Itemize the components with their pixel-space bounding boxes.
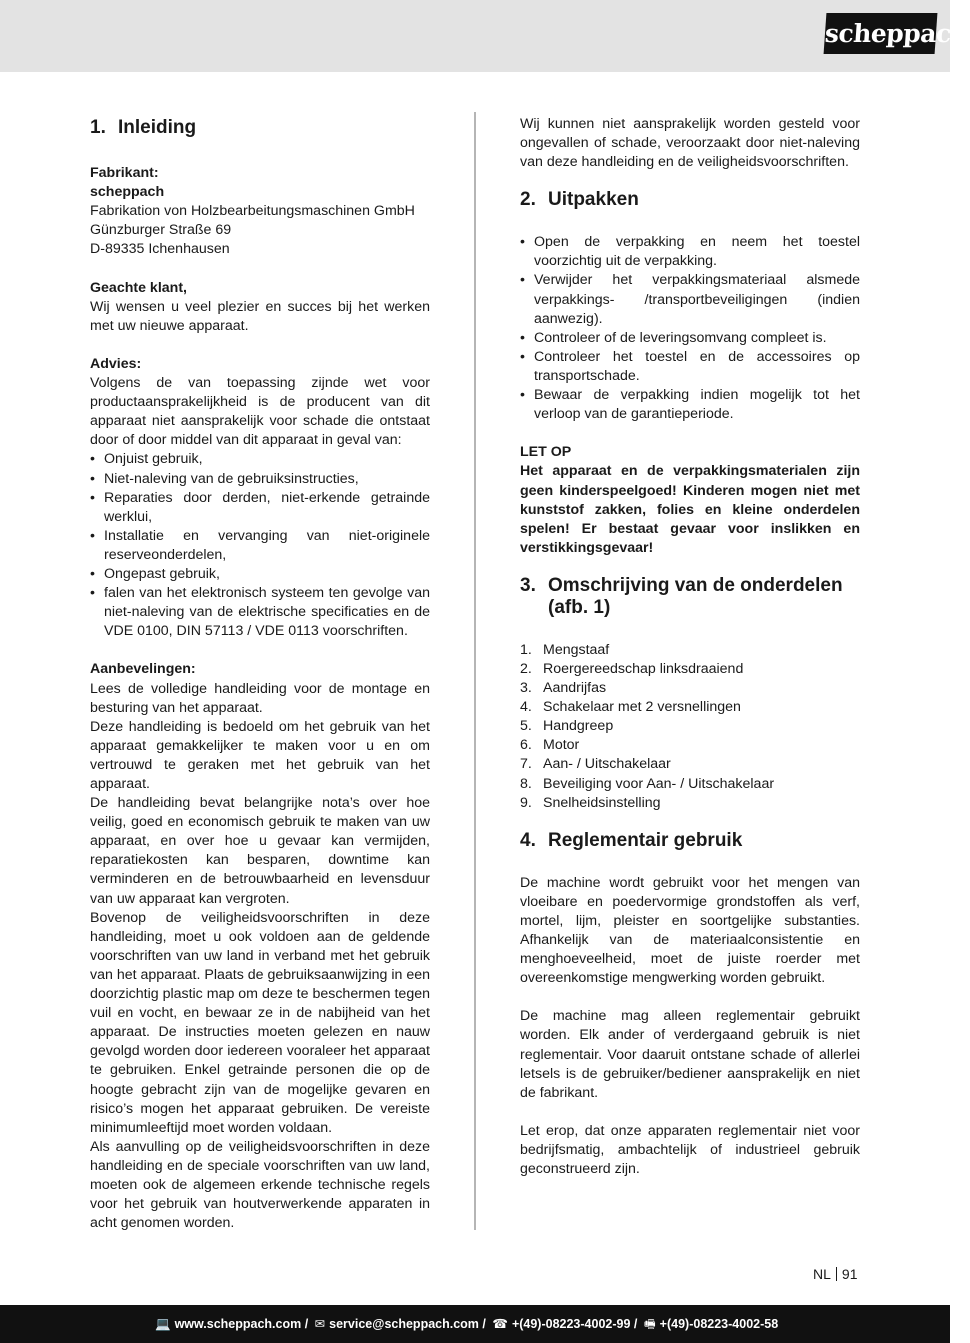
paragraph: Deze handleiding is bedoeld om het gebruik van het apparaat gemakkelijker te maken voor u en om vertrouwd te geraken met het gebruik van het apparaat.: [90, 718, 430, 792]
list-item: [520, 698, 860, 717]
paragraph: De handleiding bevat belangrijke nota’s over hoe veilig, goed en economisch gebruik te maken van uw apparaat, en over hoe u gevaar kan vermijden, reparatiekosten kan besparen, downtime kan verminderen en de betrouwbaarheid en levensduur van uw apparaat kan vergroten.: [90, 795, 430, 907]
page-number: [813, 1266, 857, 1282]
item-number: 5.: [520, 718, 532, 735]
list-item: [520, 775, 860, 794]
section-number: 1.: [90, 117, 106, 138]
list-item: • Installatie en vervanging van niet-originele reserveonderdelen,: [90, 527, 430, 565]
fabrikant-name: scheppach: [90, 184, 165, 201]
computer-icon: 💻: [155, 1317, 171, 1331]
advies-text: Volgens de van toepassing zijnde wet voor productaansprakelijkheid is de producent van dit apparaat niet aansprakelijk voor schade die ontstaat door of door middel van dit apparaat in geval van:: [90, 375, 430, 449]
item-number: 7.: [520, 756, 532, 773]
paragraph: De machine mag alleen reglementair gebruikt worden. Elk ander of verdergaand gebruik is niet reglementair. Voor daaruit ontstane schade of allerlei letsels is de gebruiker/bediener aansprakelijk en niet de fabrikant.: [520, 1008, 860, 1101]
paragraph: Lees de volledige handleiding voor de montage en besturing van het apparaat.: [90, 680, 430, 716]
paragraph: Bovenop de veiligheidsvoorschriften in deze handleiding, moet u ook voldoen aan de geldende voorschriften van uw land in verband met het gebruik van het apparaat. Plaats de gebruiksaanwijzing in een doorzichtig plastic map om deze te beschermen tegen vuil en vocht, en bewaar ze in de nabijheid van het apparaat. De instructies moeten gelezen en nauw gevolgd worden door iedereen vooraleer het apparaat te gebruiken. Enkel getrainde personen die op de hoogte gebracht zijn van de mogelijke gevaren en risico’s mogen het apparaat gebruiken. De vereiste minimumleeftijd moet worden voldaan.: [90, 909, 430, 1136]
list-item: [520, 755, 860, 774]
item-label: Motor: [543, 737, 580, 754]
section-title: Inleiding: [118, 117, 197, 138]
list-item: [520, 736, 860, 755]
advies-list: [90, 450, 430, 641]
section-number: 3.: [520, 574, 536, 596]
address-line: D-89335 Ichenhausen: [90, 241, 230, 258]
fabrikant-label: Fabrikant:: [90, 165, 159, 181]
item-label: Beveiliging voor Aan- / Uitschakelaar: [543, 775, 775, 792]
item-label: Handgreep: [543, 718, 614, 735]
right-column: [520, 115, 860, 1179]
uitpakken-list: [520, 233, 860, 424]
paragraph: Let erop, dat onze apparaten reglementair niet voor bedrijfsmatig, ambachtelijk of industrieel gebruik geconstrueerd zijn.: [520, 1122, 860, 1178]
list-item: [520, 679, 860, 698]
advies-label: Advies:: [90, 355, 142, 372]
greeting-text: Wij wensen u veel plezier en succes bij het werken met uw nieuwe apparaat.: [90, 298, 430, 334]
phone-icon: ☎: [492, 1317, 508, 1331]
parts-list: [520, 641, 860, 813]
item-number: 8.: [520, 775, 532, 792]
list-item: • falen van het elektronisch systeem ten gevolge van niet-naleving van de elektrische specificaties en de VDE 0100, DIN 57113 / VDE 0113 voorschriften.: [90, 584, 430, 641]
list-item: • Controleer het toestel en de accessoires op transportschade.: [520, 348, 860, 386]
item-label: Snelheidsinstelling: [543, 794, 661, 811]
item-label: Mengstaaf: [543, 641, 610, 658]
email-icon: ✉: [314, 1317, 326, 1331]
fax-icon: 🖷: [643, 1317, 656, 1331]
section-title-line: (afb. 1): [548, 596, 611, 618]
letop-label: LET OP: [520, 444, 572, 461]
item-number: 4.: [520, 699, 532, 716]
footer-bar: [0, 1305, 950, 1343]
address-line: Fabrikation von Holzbearbeitungsmaschinen GmbH: [90, 203, 415, 220]
intro-text: Wij kunnen niet aansprakelijk worden gesteld voor ongevallen of schade, veroorzaakt door niet-naleving van deze handleiding en de veiligheidsvoorschriften.: [520, 116, 860, 171]
header-band: [0, 0, 950, 72]
item-label: Schakelaar met 2 versnellingen: [543, 699, 741, 716]
item-label: Roergereedschap linksdraaiend: [543, 660, 744, 677]
section-heading-uitpakken: [520, 189, 860, 211]
footer-phone: +(49)-08223-4002-99 /: [511, 1317, 638, 1331]
list-item: [520, 717, 860, 736]
section-title: Uitpakken: [548, 189, 639, 211]
left-column: [90, 115, 430, 1233]
letop-text: Het apparaat en de verpakkingsmaterialen zijn geen kinderspeelgoed! Kinderen mogen niet met kunststof zakken, folies en kleine onderdelen spelen! Er bestaat gevaar voor inslikken en verstikkingsgevaar!: [520, 463, 860, 556]
page-number-value: 91: [841, 1266, 858, 1282]
address-line: Günzburger Straße 69: [90, 222, 232, 239]
list-item: [520, 660, 860, 679]
greeting-label: Geachte klant,: [90, 279, 187, 296]
page-language: NL: [813, 1266, 831, 1282]
list-item: • Controleer of de leveringsomvang compleet is.: [520, 329, 860, 348]
scheppach-logo: scheppach: [824, 13, 938, 54]
item-number: 3.: [520, 680, 532, 697]
section-heading-gebruik: [520, 830, 860, 852]
footer-email-link[interactable]: service@scheppach.com /: [329, 1317, 486, 1331]
list-item: • Onjuist gebruik,: [90, 450, 430, 469]
footer-fax: +(49)-08223-4002-58: [659, 1317, 779, 1331]
section-title: [548, 575, 843, 619]
section-title-line: Omschrijving van de onderdelen: [548, 574, 843, 596]
item-number: 9.: [520, 794, 532, 811]
item-label: Aandrijfas: [543, 680, 607, 697]
item-number: 1.: [520, 641, 532, 658]
section-heading-onderdelen: [520, 575, 860, 619]
list-item: [520, 641, 860, 660]
item-label: Aan- / Uitschakelaar: [543, 756, 671, 773]
paragraph: Als aanvulling op de veiligheidsvoorschriften in deze handleiding en de speciale voorschriften van uw land, moeten ook de algemeen erkende technische regels voor het gebruik van houtverwerkende apparaten in acht genomen worden.: [90, 1138, 430, 1232]
list-item: • Ongepast gebruik,: [90, 565, 430, 584]
section-heading-inleiding: [90, 117, 430, 139]
list-item: • Reparaties door derden, niet-erkende getrainde werklui,: [90, 489, 430, 527]
section-number: 4.: [520, 829, 536, 851]
item-number: 6.: [520, 737, 532, 754]
list-item: • Verwijder het verpakkingsmateriaal alsmede verpakkings- /transportbeveiligingen (indien aanwezig).: [520, 271, 860, 328]
list-item: [520, 794, 860, 813]
list-item: • Niet-naleving van de gebruiksinstructies,: [90, 470, 430, 489]
section-number: 2.: [520, 189, 536, 211]
footer-web-link[interactable]: www.scheppach.com /: [174, 1317, 309, 1331]
column-divider: [474, 112, 476, 1230]
list-item: • Open de verpakking en neem het toestel voorzichtig uit de verpakking.: [520, 233, 860, 271]
paragraph: De machine wordt gebruikt voor het mengen van vloeibare en poedervormige grondstoffen als verf, mortel, lijm, pleister en soortgelijke substanties. Afhankelijk van de materiaalconsistentie en menghoeveelheid, moet de juiste roerder met overeenkomstige mengwerking worden gebruikt.: [520, 874, 860, 987]
item-number: 2.: [520, 660, 532, 677]
aanbevelingen-label: Aanbevelingen:: [90, 661, 196, 678]
list-item: • Bewaar de verpakking indien mogelijk tot het verloop van de garantieperiode.: [520, 386, 860, 424]
section-title: Reglementair gebruik: [548, 829, 743, 851]
